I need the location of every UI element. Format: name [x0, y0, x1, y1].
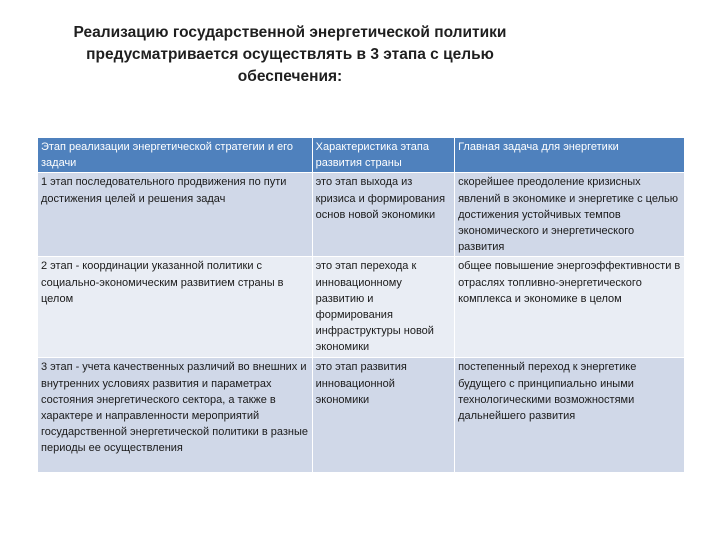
- table-row: [38, 257, 685, 358]
- cell-characteristic: это этап перехода к инновационному развитию и формирования инфраструктуры новой экономики: [312, 257, 454, 358]
- cell-stage: 3 этап - учета качественных различий во внешних и внутренних условиях развития и параметрах состояния энергетического сектора, а также в характере и направленности мероприятий государственной энергетической политики в разные периоды ее осуществления: [38, 358, 313, 473]
- cell-stage: 1 этап последовательного продвижения по пути достижения целей и решения задач: [38, 173, 313, 257]
- cell-main-task: скорейшее преодоление кризисных явлений в экономике и энергетике с целью достижения устойчивых темпов экономического и энергетического развития: [455, 173, 685, 257]
- cell-main-task: общее повышение энергоэффективности в отраслях топливно-энергетического комплекса и экономике в целом: [455, 257, 685, 358]
- slide-title-line-3: обеспечения:: [237, 68, 343, 85]
- slide-title-line-1: Реализацию государственной энергетической политики: [73, 24, 507, 41]
- header-stage: Этап реализации энергетической стратегии и его задачи: [38, 138, 313, 173]
- cell-stage: 2 этап - координации указанной политики с социально-экономическим развитием страны в целом: [38, 257, 313, 358]
- cell-main-task: постепенный переход к энергетике будущего с принципиально иными технологическими возможностями дальнейшего развития: [455, 358, 685, 473]
- header-main-task: Главная задача для энергетики: [455, 138, 685, 173]
- cell-characteristic: это этап развития инновационной экономики: [312, 358, 454, 473]
- table-header-row: [38, 138, 685, 173]
- slide-title: [40, 22, 540, 88]
- table-row: [38, 173, 685, 257]
- header-characteristic: Характеристика этапа развития страны: [312, 138, 454, 173]
- cell-characteristic: это этап выхода из кризиса и формирования основ новой экономики: [312, 173, 454, 257]
- stages-table: [37, 137, 685, 473]
- slide-title-line-2: предусматривается осуществлять в 3 этапа с целью: [86, 46, 494, 63]
- table-row: [38, 358, 685, 473]
